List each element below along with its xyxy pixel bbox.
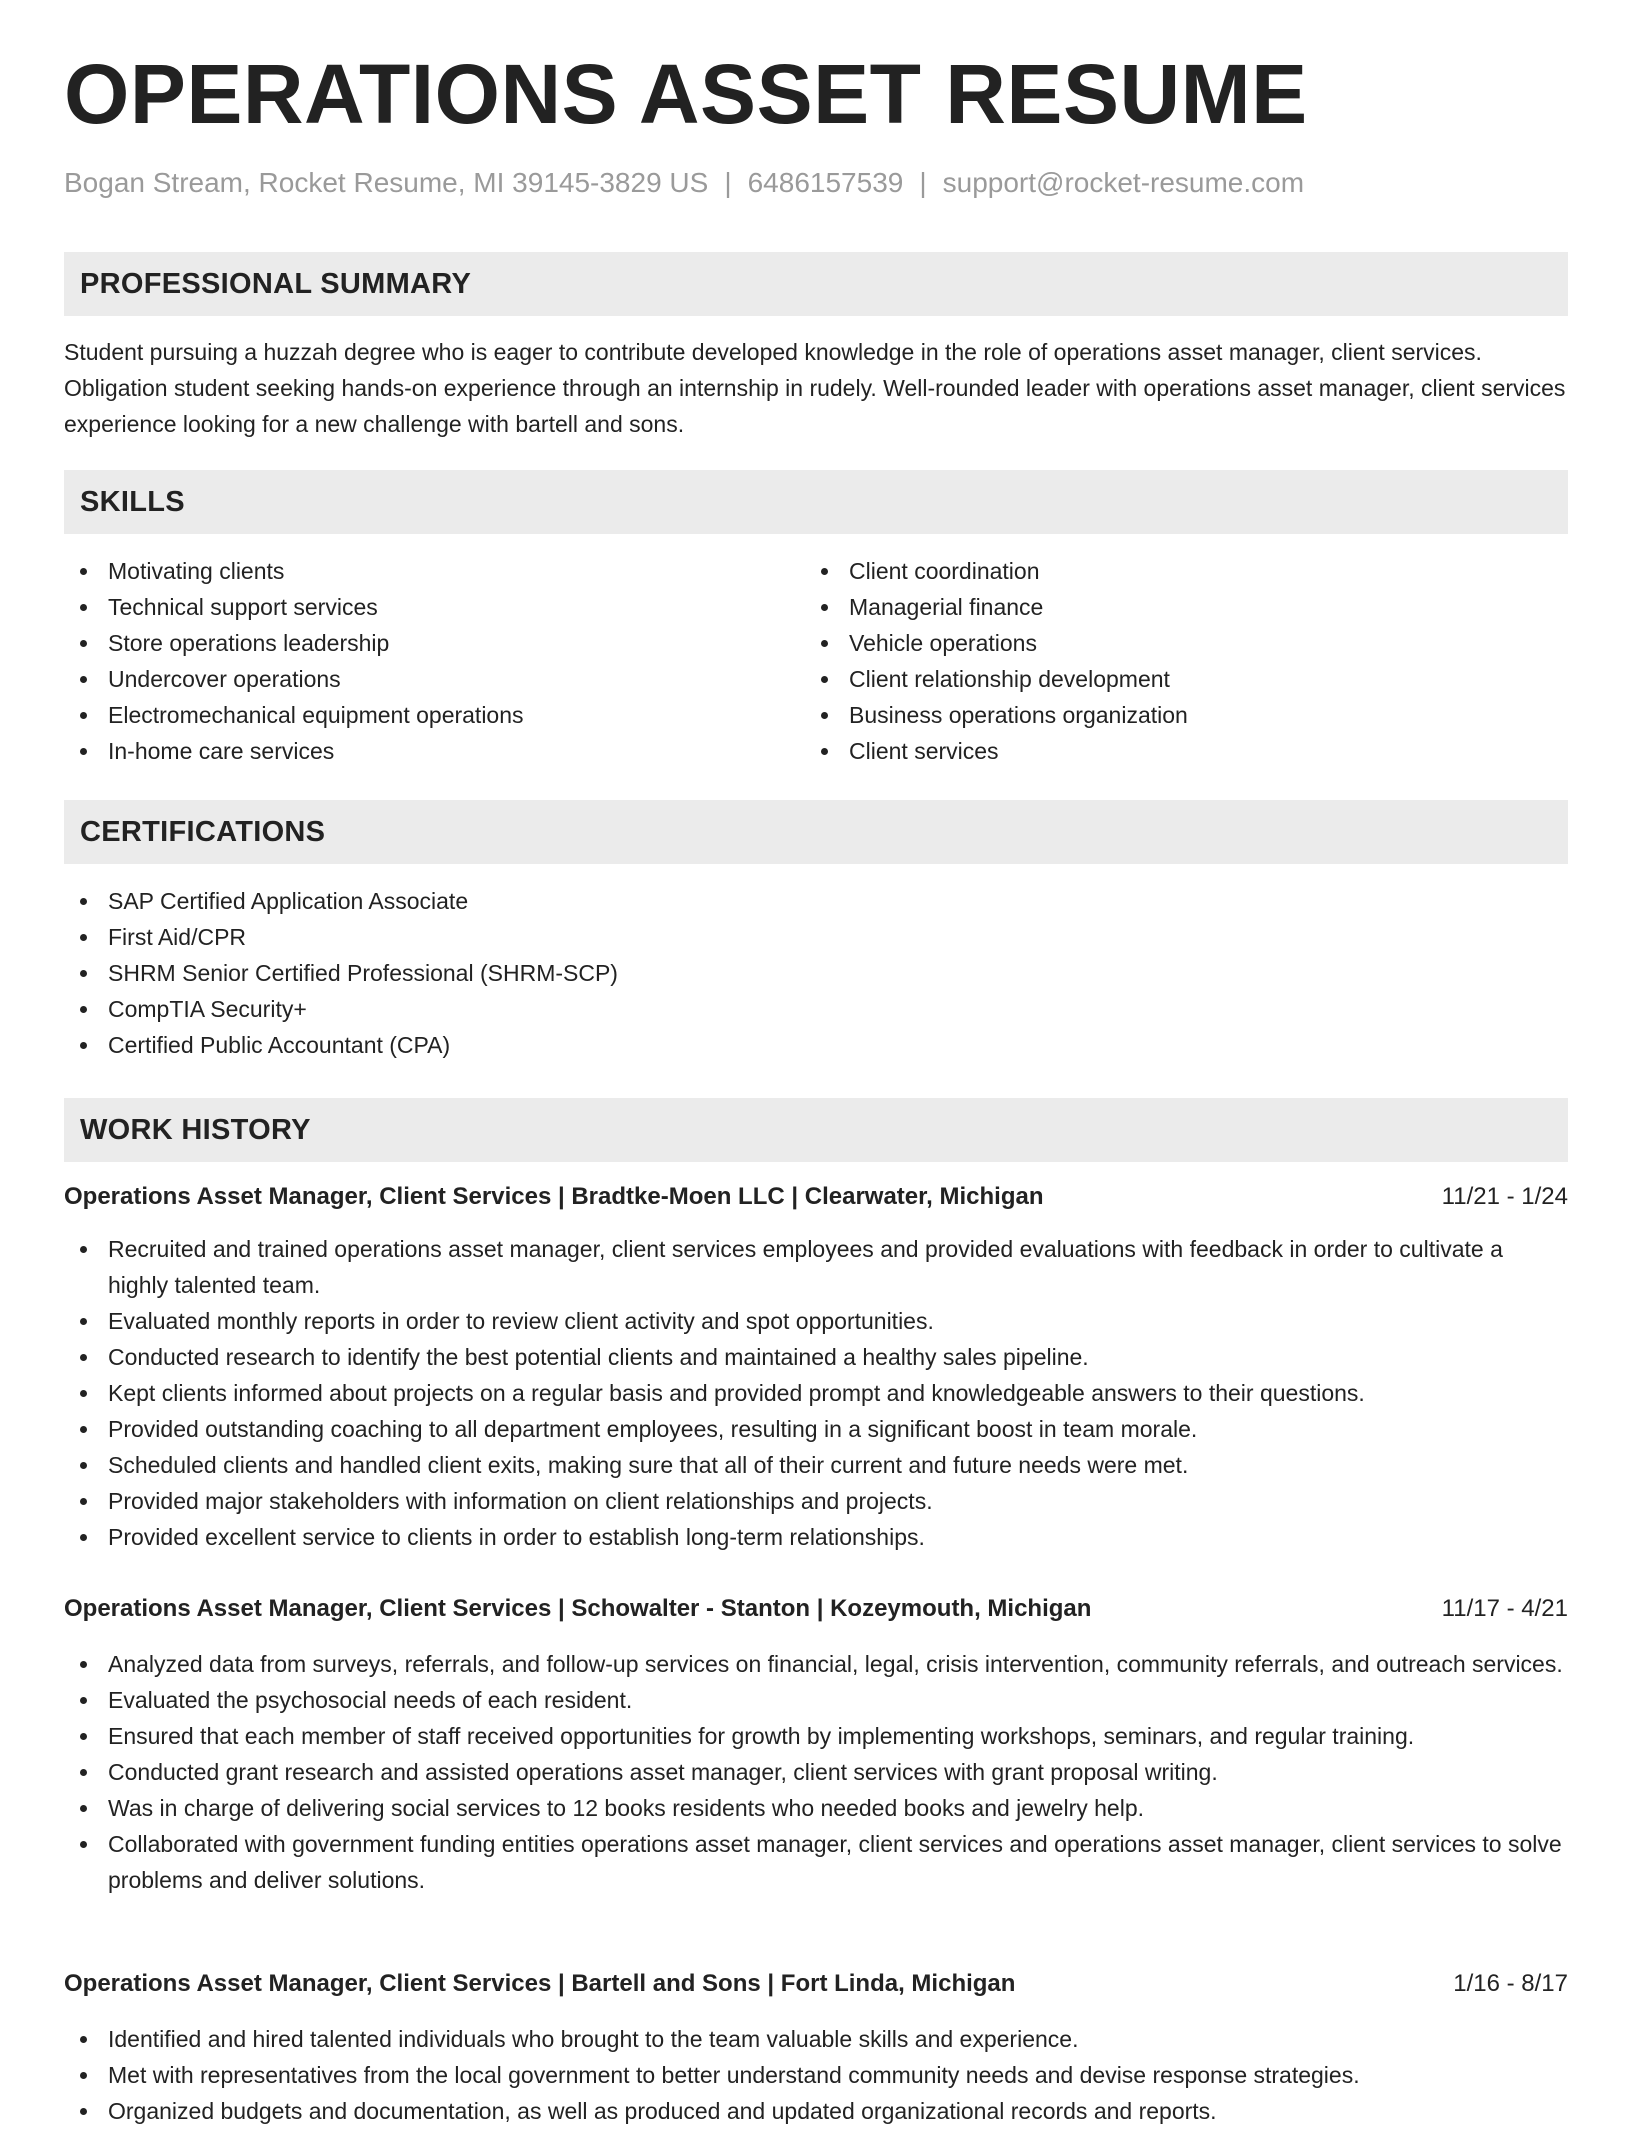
skill-item: Vehicle operations [805,625,1545,661]
certification-item: Certified Public Accountant (CPA) [64,1027,1568,1063]
section-header-skills: SKILLS [64,470,1568,534]
job-bullets [64,2021,1568,2129]
job-dates: 1/16 - 8/17 [1453,1970,1568,1997]
certification-item: SAP Certified Application Associate [64,883,1568,919]
job-bullet: Was in charge of delivering social services to 12 books residents who needed books and jewelry help. [64,1790,1568,1826]
resume-name: OPERATIONS ASSET RESUME [64,47,1308,141]
certification-item: SHRM Senior Certified Professional (SHRM-SCP) [64,955,1568,991]
contact-separator: | [724,167,732,198]
skill-item: Managerial finance [805,589,1545,625]
contact-separator: | [919,167,927,198]
job-bullet: Analyzed data from surveys, referrals, and follow-up services on financial, legal, crisis intervention, community referrals, and outreach services. [64,1646,1568,1682]
job-bullet: Conducted grant research and assisted operations asset manager, client services with grant proposal writing. [64,1754,1568,1790]
section-header-summary: PROFESSIONAL SUMMARY [64,252,1568,316]
section-header-work-history: WORK HISTORY [64,1098,1568,1162]
skill-item: Store operations leadership [64,625,764,661]
job-bullet: Provided outstanding coaching to all department employees, resulting in a significant boost in team morale. [64,1411,1568,1447]
job-bullet: Met with representatives from the local government to better understand community needs and devise response strategies. [64,2057,1568,2093]
certification-item: First Aid/CPR [64,919,1568,955]
contact-phone: 6486157539 [747,167,904,198]
skill-item: Client coordination [805,553,1545,589]
summary-text: Student pursuing a huzzah degree who is eager to contribute developed knowledge in the role of operations asset manager, client services. Obligation student seeking hands-on experience through an internship in rudely. Well-rounded leader with operations asset manager, client services experience looking for a new challenge with bartell and sons. [64,339,1566,437]
contact-address: Bogan Stream, Rocket Resume, MI 39145-3829 US [64,167,709,198]
job-bullet: Conducted research to identify the best potential clients and maintained a healthy sales pipeline. [64,1339,1568,1375]
job-header [64,1179,1568,1215]
skill-item: Undercover operations [64,661,764,697]
job-bullet: Kept clients informed about projects on a regular basis and provided prompt and knowledgeable answers to their questions. [64,1375,1568,1411]
job-header [64,1966,1568,2002]
skill-item: Electromechanical equipment operations [64,697,764,733]
job-bullet: Recruited and trained operations asset manager, client services employees and provided evaluations with feedback in order to cultivate a highly talented team. [64,1231,1568,1303]
skill-item: In-home care services [64,733,764,769]
job-bullet: Provided major stakeholders with information on client relationships and projects. [64,1483,1568,1519]
job-bullet: Evaluated monthly reports in order to review client activity and spot opportunities. [64,1303,1568,1339]
job-bullets [64,1231,1568,1555]
skill-item: Client relationship development [805,661,1545,697]
job-bullets [64,1646,1568,1898]
job-title: Operations Asset Manager, Client Services | Schowalter - Stanton | Kozeymouth, Michigan [64,1595,1092,1622]
skill-item: Motivating clients [64,553,764,589]
job-title: Operations Asset Manager, Client Services | Bartell and Sons | Fort Linda, Michigan [64,1970,1016,1997]
certification-item: CompTIA Security+ [64,991,1568,1027]
section-header-certifications: CERTIFICATIONS [64,800,1568,864]
job-bullet: Organized budgets and documentation, as well as produced and updated organizational records and reports. [64,2093,1568,2129]
contact-email: support@rocket-resume.com [942,167,1305,198]
job-bullet: Identified and hired talented individuals who brought to the team valuable skills and experience. [64,2021,1568,2057]
job-dates: 11/21 - 1/24 [1441,1183,1568,1210]
skills-list-left [64,553,764,769]
skill-item: Business operations organization [805,697,1545,733]
job-header [64,1591,1568,1627]
job-bullet: Collaborated with government funding entities operations asset manager, client services and operations asset manager, client services to solve problems and deliver solutions. [64,1826,1568,1898]
job-bullet: Evaluated the psychosocial needs of each resident. [64,1682,1568,1718]
skill-item: Client services [805,733,1545,769]
job-bullet: Provided excellent service to clients in order to establish long-term relationships. [64,1519,1568,1555]
job-bullet: Scheduled clients and handled client exits, making sure that all of their current and future needs were met. [64,1447,1568,1483]
job-bullet: Ensured that each member of staff received opportunities for growth by implementing workshops, seminars, and regular training. [64,1718,1568,1754]
job-title: Operations Asset Manager, Client Services | Bradtke-Moen LLC | Clearwater, Michigan [64,1183,1044,1210]
job-dates: 11/17 - 4/21 [1441,1595,1568,1622]
skill-item: Technical support services [64,589,764,625]
skills-list-right [805,553,1545,769]
certifications-list [64,883,1568,1063]
contact-line [64,166,1304,200]
